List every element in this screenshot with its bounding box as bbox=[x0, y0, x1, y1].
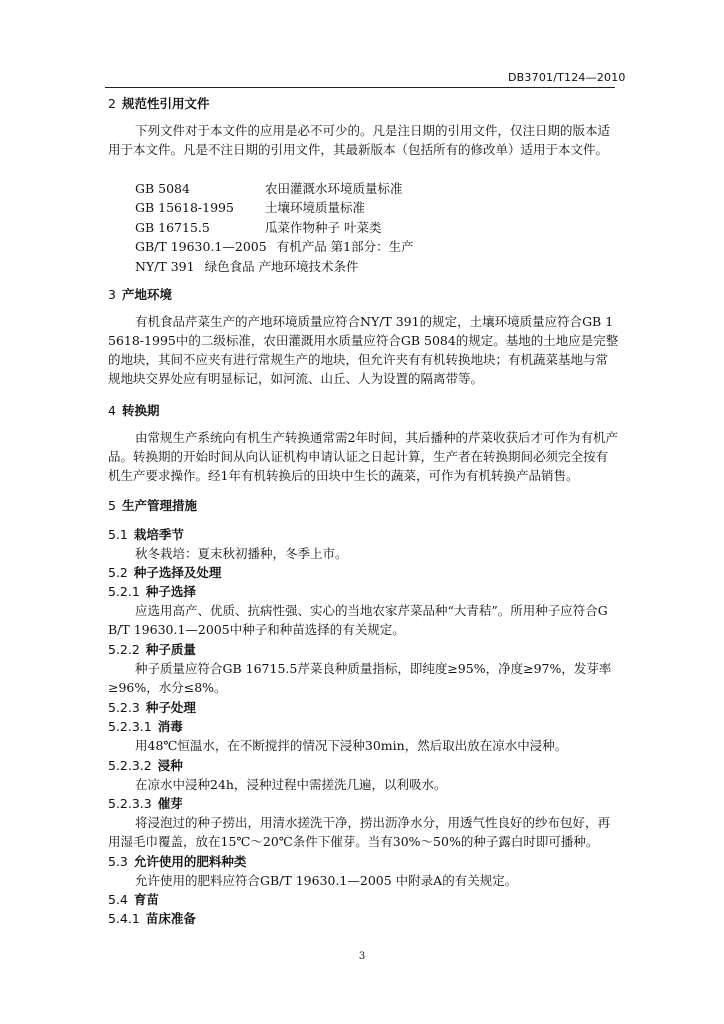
reference-name: 瓜菜作物种子 叶菜类 bbox=[265, 220, 382, 235]
subsection-5-2-2-text: 种子质量应符合GB 16715.5芹菜良种质量指标，即纯度≥95%，净度≥97%，发芽率≥96%，水分≤8%。 bbox=[108, 661, 612, 695]
document-code: DB3701/T124—2010 bbox=[508, 71, 626, 84]
section-number: 2 bbox=[108, 96, 116, 111]
subsection-5-2-3-3-text: 将浸泡过的种子捞出，用清水搓洗干净，捞出沥净水分，用透气性良好的纱布包好，再用湿毛巾覆盖，放在15℃～20℃条件下催芽。当有30%～50%的种子露白时即可播种。 bbox=[108, 815, 611, 849]
reference-item bbox=[135, 218, 381, 236]
section-2-heading bbox=[108, 94, 209, 112]
section-4-heading bbox=[108, 401, 159, 419]
subsection-5-2-3-2-text: 在凉水中浸种24h，浸种过程中需搓洗几遍，以利吸水。 bbox=[135, 777, 447, 792]
subsection-5-2-3-1-text: 用48℃恒温水，在不断搅拌的情况下浸种30min，然后取出放在凉水中浸种。 bbox=[135, 738, 568, 753]
section-3-heading bbox=[108, 285, 172, 303]
section-title: 转换期 bbox=[121, 403, 160, 418]
subsection-title: 种子选择及处理 bbox=[133, 565, 222, 580]
subsection-5-4-heading bbox=[108, 890, 159, 908]
section-title: 规范性引用文件 bbox=[121, 96, 210, 111]
subsection-number: 5.2.2 bbox=[108, 642, 140, 657]
subsection-number: 5.4 bbox=[108, 892, 128, 907]
reference-item bbox=[135, 198, 365, 216]
subsection-number: 5.3 bbox=[108, 854, 128, 869]
reference-code: NY/T 391 bbox=[135, 259, 195, 274]
header-rule bbox=[105, 87, 615, 88]
subsection-number: 5.2.3.3 bbox=[108, 796, 152, 811]
subsection-5-3-heading bbox=[108, 852, 246, 870]
reference-code: GB 5084 bbox=[135, 181, 190, 196]
section-number: 3 bbox=[108, 287, 116, 302]
subsection-5-1-text: 秋冬栽培：夏末秋初播种，冬季上市。 bbox=[135, 546, 348, 561]
subsection-number: 5.2 bbox=[108, 565, 128, 580]
subsection-title: 育苗 bbox=[133, 892, 159, 907]
subsection-title: 消毒 bbox=[157, 719, 183, 734]
reference-item bbox=[135, 179, 403, 197]
reference-item bbox=[135, 257, 359, 275]
reference-name: 土壤环境质量标准 bbox=[265, 200, 366, 215]
subsection-5-2-3-1-heading bbox=[108, 717, 183, 735]
subsection-5-2-1-text: 应选用高产、优质、抗病性强、实心的当地农家芹菜品种“大青秸”。所用种子应符合GB/T 19630.1—2005中种子和种苗选择的有关规定。 bbox=[108, 603, 608, 637]
subsection-title: 苗床准备 bbox=[145, 911, 196, 926]
section-4-paragraph: 由常规生产系统向有机生产转换通常需2年时间，其后播种的芹菜收获后才可作为有机产品。转换期的开始时间从向认证机构申请认证之日起计算，生产者在转换期间必须完全按有机生产要求操作。经1年有机转换后的田块中生长的蔬菜，可作为有机转换产品销售。 bbox=[108, 430, 618, 483]
section-number: 5 bbox=[108, 498, 116, 513]
section-title: 生产管理措施 bbox=[121, 498, 197, 513]
reference-item bbox=[135, 237, 414, 255]
subsection-number: 5.1 bbox=[108, 527, 128, 542]
subsection-5-4-1-heading bbox=[108, 909, 196, 927]
subsection-5-2-3-2-heading bbox=[108, 756, 183, 774]
reference-name: 有机产品 第1部分：生产 bbox=[276, 239, 414, 254]
page-number: 3 bbox=[358, 951, 366, 962]
subsection-title: 种子处理 bbox=[145, 700, 196, 715]
subsection-number: 5.2.3.2 bbox=[108, 758, 152, 773]
subsection-title: 栽培季节 bbox=[133, 527, 184, 542]
subsection-number: 5.2.1 bbox=[108, 584, 140, 599]
subsection-5-3-text: 允许使用的肥料应符合GB/T 19630.1—2005 中附录A的有关规定。 bbox=[135, 873, 518, 888]
section-3-paragraph: 有机食品芹菜生产的产地环境质量应符合NY/T 391的规定，土壤环境质量应符合GB 15618-1995中的二级标准，农田灌溉用水质量应符合GB 5084的规定。基地的土地应是完整的地块，其间不应夹有进行常规生产的地块，但允许夹有有机转换地块；有机蔬菜基地与常规地块交界处应有明显标记，如河流、山丘、人为设置的隔离带等。 bbox=[108, 314, 619, 386]
subsection-number: 5.2.3.1 bbox=[108, 719, 152, 734]
section-2-paragraph: 下列文件对于本文件的应用是必不可少的。凡是注日期的引用文件，仅注日期的版本适用于本文件。凡是不注日期的引用文件，其最新版本（包括所有的修改单）适用于本文件。 bbox=[108, 123, 611, 157]
subsection-5-2-3-heading bbox=[108, 698, 196, 716]
subsection-number: 5.4.1 bbox=[108, 911, 140, 926]
subsection-title: 种子选择 bbox=[145, 584, 196, 599]
subsection-number: 5.2.3 bbox=[108, 700, 140, 715]
reference-name: 农田灌溉水环境质量标准 bbox=[265, 181, 403, 196]
subsection-title: 允许使用的肥料种类 bbox=[133, 854, 247, 869]
reference-code: GB 16715.5 bbox=[135, 220, 210, 235]
subsection-5-2-2-heading bbox=[108, 640, 196, 658]
subsection-title: 浸种 bbox=[157, 758, 183, 773]
subsection-title: 催芽 bbox=[157, 796, 183, 811]
subsection-5-2-3-3-heading bbox=[108, 794, 183, 812]
subsection-5-2-heading bbox=[108, 563, 221, 581]
subsection-5-2-1-heading bbox=[108, 582, 196, 600]
subsection-5-1-heading bbox=[108, 525, 184, 543]
reference-name: 绿色食品 产地环境技术条件 bbox=[204, 259, 359, 274]
section-5-heading bbox=[108, 496, 197, 514]
section-number: 4 bbox=[108, 403, 116, 418]
reference-code: GB/T 19630.1—2005 bbox=[135, 239, 267, 254]
subsection-title: 种子质量 bbox=[145, 642, 196, 657]
section-title: 产地环境 bbox=[121, 287, 172, 302]
reference-code: GB 15618-1995 bbox=[135, 200, 234, 215]
